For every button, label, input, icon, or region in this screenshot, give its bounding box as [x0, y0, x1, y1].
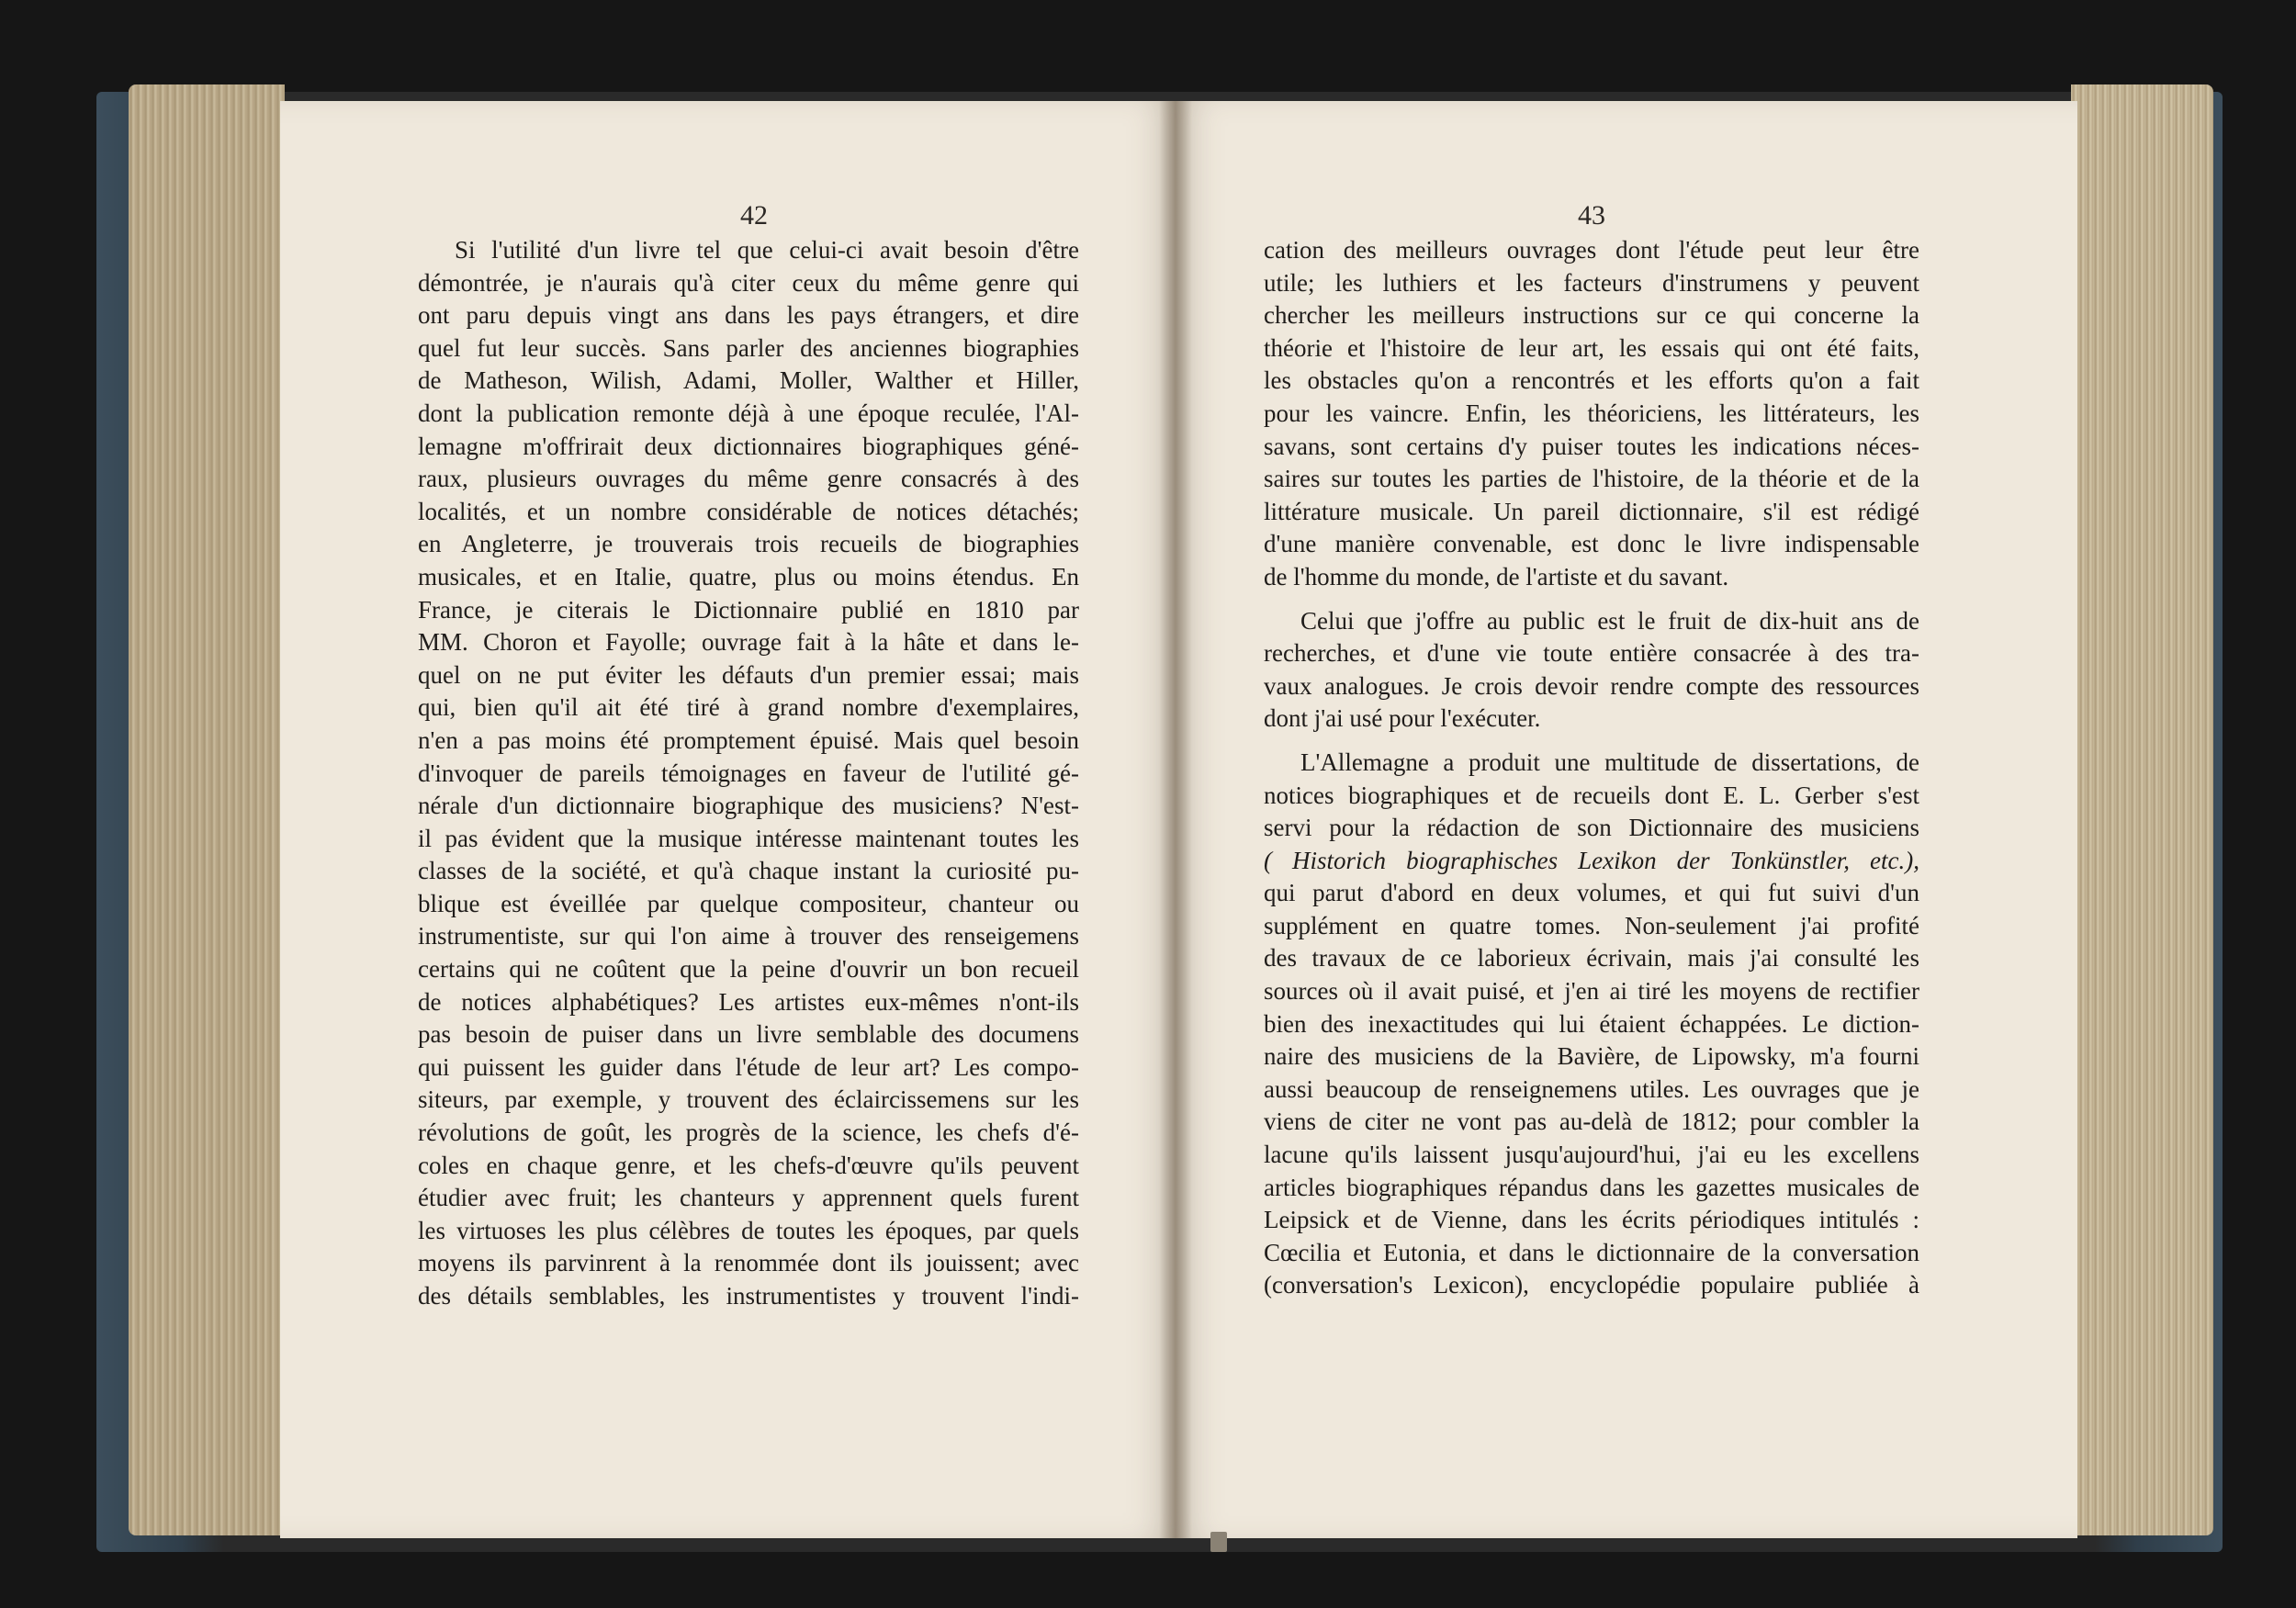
- text-line: moyens ils parvinrent à la renommée dont ils jouissent; avec: [418, 1249, 1079, 1277]
- text-line: qui, bien qu'il ait été tiré à grand nombre d'exemplaires,: [418, 693, 1079, 722]
- text-line: pour les vaincre. Enfin, les théoriciens, les littérateurs, les: [1264, 399, 1919, 427]
- text-line: qui parut d'abord en deux volumes, et qui fut suivi d'un: [1264, 879, 1919, 907]
- text-line: siteurs, par exemple, y trouvent des éclaircissemens sur les: [418, 1085, 1079, 1114]
- text-line: lemagne m'offrirait deux dictionnaires biographiques géné-: [418, 432, 1079, 460]
- text-line: de notices alphabétiques? Les artistes eux-mêmes n'ont-ils: [418, 987, 1079, 1016]
- text-line: bien des inexactitudes qui lui étaient échappées. Le diction-: [1264, 1009, 1919, 1038]
- bookmark-ribbon: [1210, 1532, 1227, 1552]
- right-page-number: 43: [1578, 200, 1605, 231]
- text-line: quel on ne put éviter les défauts d'un premier essai; mais: [418, 660, 1079, 689]
- text-line: classes de la société, et qu'à chaque instant la curiosité pu-: [418, 857, 1079, 885]
- text-line: (conversation's Lexicon), encyclopédie populaire publiée à: [1264, 1271, 1919, 1299]
- text-line: vaux analogues. Je crois devoir rendre compte des ressources: [1264, 671, 1919, 700]
- text-line: il pas évident que la musique intéresse maintenant toutes les: [418, 824, 1079, 852]
- text-line: Cœcilia et Eutonia, et dans le dictionnaire de la conversation: [1264, 1238, 1919, 1266]
- text-line: d'invoquer de pareils témoignages en faveur de l'utilité gé-: [418, 759, 1079, 787]
- text-line: cation des meilleurs ouvrages dont l'étude peut leur être: [1264, 236, 1919, 264]
- text-line: blique est éveillée par quelque compositeur, chanteur ou: [418, 889, 1079, 917]
- text-line: les virtuoses les plus célèbres de toutes les époques, par quels: [418, 1216, 1079, 1244]
- right-page-text: [1264, 234, 1919, 1302]
- text-line: pas besoin de puiser dans un livre semblable des documens: [418, 1020, 1079, 1049]
- text-line: aussi beaucoup de renseignemens utiles. Les ouvrages que je: [1264, 1074, 1919, 1103]
- text-line: dont j'ai usé pour l'exécuter.: [1264, 704, 1541, 733]
- text-line: lacune qu'ils laissent jusqu'aujourd'hui, j'ai eu les excellens: [1264, 1141, 1919, 1169]
- text-line: France, je citerais le Dictionnaire publié en 1810 par: [418, 595, 1079, 624]
- right-page-edges: [2071, 84, 2213, 1535]
- text-line: littérature musicale. Un pareil dictionnaire, s'il est rédigé: [1264, 497, 1919, 525]
- text-line: démontrée, je n'aurais qu'à citer ceux du même genre qui: [418, 268, 1079, 297]
- text-line: qui puissent les guider dans l'étude de leur art? Les compo-: [418, 1052, 1079, 1081]
- text-line: Leipsick et de Vienne, dans les écrits périodiques intitulés :: [1264, 1206, 1919, 1234]
- text-line: notices biographiques et de recueils dont E. L. Gerber s'est: [1264, 781, 1919, 809]
- left-page-number: 42: [740, 200, 768, 231]
- text-line: musicales, et en Italie, quatre, plus ou moins étendus. En: [418, 562, 1079, 590]
- text-line: articles biographiques répandus dans les gazettes musicales de: [1264, 1173, 1919, 1201]
- text-line: supplément en quatre tomes. Non-seulement j'ai profité: [1264, 911, 1919, 939]
- text-line: Si l'utilité d'un livre tel que celui-ci avait besoin d'être: [455, 236, 1079, 264]
- text-line: des détails semblables, les instrumentistes y trouvent l'indi-: [418, 1282, 1079, 1310]
- text-line: sources où il avait puisé, et j'en ai tiré les moyens de rectifier: [1264, 977, 1919, 1006]
- text-line: des travaux de ce laborieux écrivain, mais j'ai consulté les: [1264, 944, 1919, 973]
- text-line: utile; les luthiers et les facteurs d'instrumens y peuvent: [1264, 268, 1919, 297]
- text-line: révolutions de goût, les progrès de la science, les chefs d'é-: [418, 1119, 1079, 1147]
- text-line: viens de citer ne vont pas au-delà de 1812; pour combler la: [1264, 1108, 1919, 1136]
- text-line: étudier avec fruit; les chanteurs y apprennent quels furent: [418, 1184, 1079, 1212]
- text-line: les obstacles qu'on a rencontrés et les efforts qu'on a fait: [1264, 366, 1919, 395]
- text-line: d'une manière convenable, est donc le livre indispensable: [1264, 530, 1919, 558]
- text-line: ont paru depuis vingt ans dans les pays étrangers, et dire: [418, 301, 1079, 330]
- text-line: de l'homme du monde, de l'artiste et du savant.: [1264, 562, 1729, 590]
- text-line: saires sur toutes les parties de l'histoire, de la théorie et de la: [1264, 465, 1919, 493]
- text-line: raux, plusieurs ouvrages du même genre consacrés à des: [418, 465, 1079, 493]
- text-line: L'Allemagne a produit une multitude de dissertations, de: [1300, 748, 1919, 776]
- text-line: savans, sont certains d'y puiser toutes les indications néces-: [1264, 432, 1919, 460]
- text-line: quel fut leur succès. Sans parler des anciennes biographies: [418, 333, 1079, 362]
- book-gutter: [1159, 101, 1192, 1538]
- text-line: instrumentiste, sur qui l'on aime à trouver des renseigemens: [418, 922, 1079, 950]
- left-page-edges: [129, 84, 285, 1535]
- text-line: naire des musiciens de la Bavière, de Lipowsky, m'a fourni: [1264, 1042, 1919, 1071]
- text-line: nérale d'un dictionnaire biographique des musiciens? N'est-: [418, 792, 1079, 820]
- text-line: en Angleterre, je trouverais trois recueils de biographies: [418, 530, 1079, 558]
- left-page-text: [418, 234, 1079, 1313]
- text-line: MM. Choron et Fayolle; ouvrage fait à la hâte et dans le-: [418, 628, 1079, 657]
- text-line: localités, et un nombre considérable de notices détachés;: [418, 497, 1079, 525]
- text-line: servi pour la rédaction de son Dictionnaire des musiciens: [1264, 814, 1919, 842]
- text-line: recherches, et d'une vie toute entière consacrée à des tra-: [1264, 639, 1919, 668]
- text-line: ( Historich biographisches Lexikon der Tonkünstler, etc.),: [1264, 846, 1919, 874]
- text-line: certains qui ne coûtent que la peine d'ouvrir un bon recueil: [418, 955, 1079, 984]
- text-line: chercher les meilleurs instructions sur ce qui concerne la: [1264, 301, 1919, 330]
- text-line: de Matheson, Wilish, Adami, Moller, Walther et Hiller,: [418, 366, 1079, 395]
- text-line: coles en chaque genre, et les chefs-d'œuvre qu'ils peuvent: [418, 1151, 1079, 1179]
- text-line: dont la publication remonte déjà à une époque reculée, l'Al-: [418, 399, 1079, 427]
- text-line: Celui que j'offre au public est le fruit de dix-huit ans de: [1300, 606, 1919, 635]
- text-line: n'en a pas moins été promptement épuisé. Mais quel besoin: [418, 725, 1079, 754]
- text-line: théorie et l'histoire de leur art, les essais qui ont été faits,: [1264, 333, 1919, 362]
